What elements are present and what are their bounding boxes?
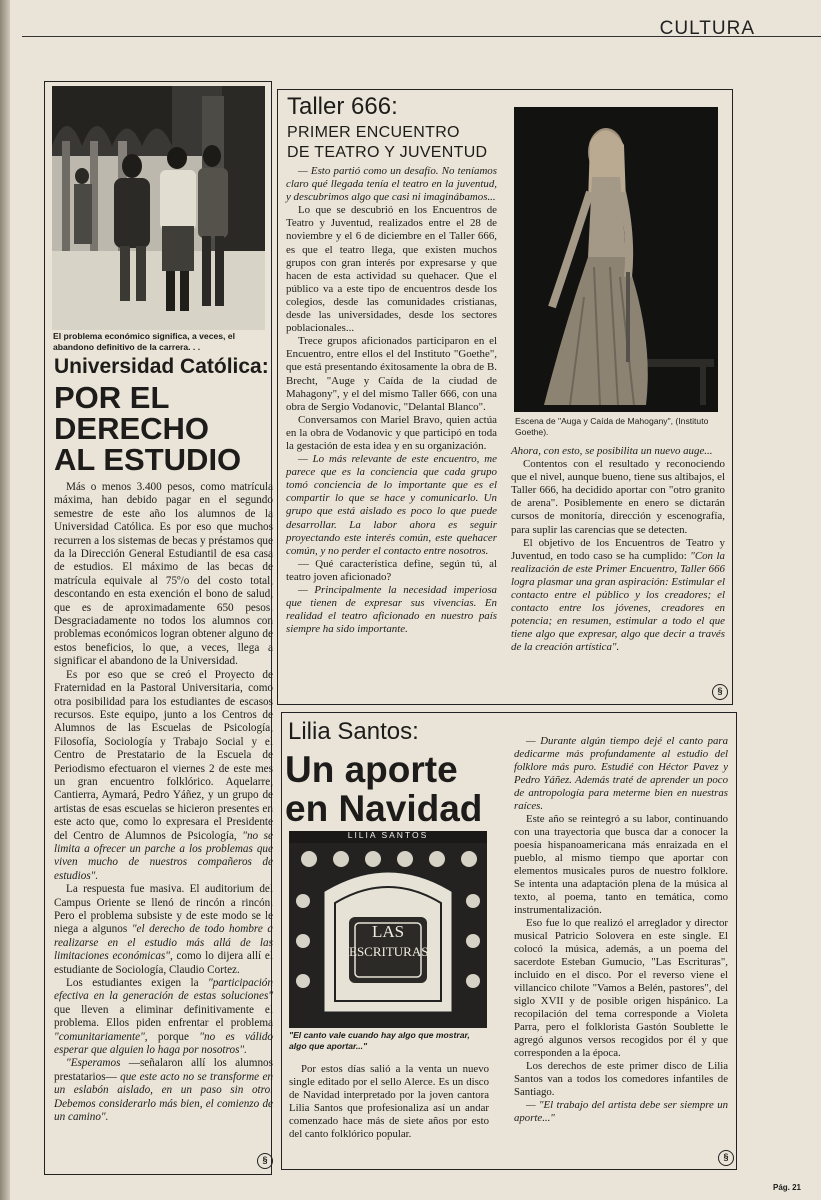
quote-span: "no es válido esperar que alguien lo haga por nosotros".: [54, 1030, 274, 1057]
paragraph: Los derechos de este primer disco de Lilia Santos van a todos los comedores infantiles de Santiago.: [514, 1060, 728, 1098]
quote-paragraph: — Esto partió como un desafío. No teníamos claro qué llegada tenía el teatro en la juventud, y descubrimos algo que casi ni imaginábamos...: [286, 165, 497, 204]
article-title-lilia-2: en Navidad: [285, 788, 483, 829]
paragraph: Más o menos 3.400 pesos, como matrícula máxima, han debido pagar en el segundo semestre de este año los alumnos de la Universidad Católica. Es por eso que muchos recurren a los sistemas de becas y préstamos que da la Dirección General Estudiantil de esa casa de estudios. El máximo de las becas de matrícula equivale al 75º/o del costo total, descontando en esta exención el bono de salud, que es de aproximadamente 650 pesos. Desgraciadamente no todos los alumnos con problemas económicos logran obtener alguno de estos beneficios, lo que, a veces, llega a significar el abandono de la Universidad.: [54, 481, 273, 668]
quote-paragraph: Ahora, con esto, se posibilita un nuevo auge...: [511, 445, 713, 457]
album-cover-title-1: LAS: [371, 922, 405, 941]
paragraph: Eso fue lo que realizó el arreglador y director musical Patricio Solovera en este single. El colocó la música, además, a un poema del sacerdote Esteban Gumucio, "Las Escrituras", incluido en el disco. Por el reverso viene el villancico chilote "Vamos a Belén, pastores", del siglo XVII y de posible origen hispánico. La recopilación del tema corresponde a Violeta Parra, pero el folklorista Gastón Soublette le agregó algunos versos recogidos por él y que corresponden a la época.: [514, 917, 728, 1059]
quote-paragraph: — Lo más relevante de este encuentro, me parece que es la conciencia que cada grupo tomó conciencia de lo importante que es el compartir lo que se hace y comunicarlo. Un grupo que está aislado es poco lo que puede desarrollar. La labor ahora es seguir proyectando este interés común, este quehacer común, y no perder el contacto entre nosotros.: [286, 453, 497, 557]
quote-span: que este acto no se transforme en un eslabón aislado, en un paso sin otro. Debemos considerarlo más bien, el comienzo de un camino".: [54, 1070, 273, 1124]
quote-span: "participación efectiva en la generación de estas soluciones": [54, 977, 273, 1003]
album-cover-artist: LILIA SANTOS: [347, 830, 429, 840]
paragraph: Contentos con el resultado y reconociendo que el nivel, aunque bueno, tiene sus altibajos, el Taller 666, ha decidido aportar con "otro granito de arena". Posiblemente en enero se dictarán cursos de monitoría, dirección y escenografía, para suplir las carencias que se detecten.: [511, 458, 725, 536]
text-span: El objetivo de los Encuentros de Teatro y Juventud, en todo caso se ha cumplido:: [511, 536, 725, 562]
paragraph: Conversamos con Mariel Bravo, quien actúa en la obra de Vodanovic y que participó en toda la gestación de esta idea y en su organización.: [286, 413, 497, 452]
quote-paragraph: — Principalmente la necesidad imperiosa que tienen de expresar sus vivencias. En realidad el teatro aficionado en nuestro país siempre ha sido importante.: [286, 584, 497, 636]
quote-span: "Esperamos: [66, 1057, 121, 1070]
album-cover-title-2: ESCRITURAS: [349, 944, 429, 959]
article-title-line-1: POR EL: [54, 380, 170, 415]
end-mark-icon: §: [718, 1150, 734, 1166]
article-title-lilia-1: Un aporte: [285, 749, 458, 790]
text-span: que lleven a eliminar definitivamente el problema. Ellos piden enfrentar el problema: [54, 1003, 273, 1030]
paragraph: Por estos días salió a la venta un nuevo single editado por el sello Alerce. Es un disco de Navidad interpretado por la joven cantora Lilia Santos que profesionaliza así un andar comenzado hace más de siete años por esto del canto folklórico popular.: [289, 1063, 489, 1140]
article-subtitle-taller-1: PRIMER ENCUENTRO: [287, 124, 460, 141]
paragraph: — Qué característica define, según tú, al teatro joven aficionado?: [286, 557, 497, 583]
article-kicker-universidad: Universidad Católica:: [54, 355, 269, 378]
article-title-line-3: AL ESTUDIO: [54, 442, 242, 477]
page-spine-shadow: [0, 0, 10, 1200]
album-cover-caption: "El canto vale cuando hay algo que mostrar, algo que aportar...": [289, 1030, 470, 1051]
quote-paragraph: — "El trabajo del artista debe ser siempre un aporte...": [514, 1099, 728, 1124]
students-photo: [52, 86, 265, 330]
article-body-taller-col1: [286, 165, 497, 636]
theater-photo-caption: Escena de "Auga y Caída de Mahogany", (Instituto Goethe).: [515, 416, 709, 437]
quote-span: "comunitariamente",: [54, 1030, 148, 1043]
article-subtitle-taller-2: DE TEATRO Y JUVENTUD: [287, 144, 488, 161]
text-span: La respuesta fue masiva. El auditorium del Campus Oriente se llenó de rincón a rincón. Pero el problema subsiste y de este modo se le niega a algunos: [54, 883, 273, 936]
theater-photo: [514, 107, 718, 412]
section-title: CULTURA: [659, 18, 755, 39]
text-span: Los estudiantes exigen la: [66, 977, 199, 990]
paragraph: Lo que se descubrió en los Encuentros de Teatro y Juventud, realizados entre el 28 de noviembre y el 6 de diciembre en el Taller 666, es que el teatro llega, que existen muchos grupos con gran interés por expresarse y que hacen de esta actividad su quehacer. Que el público va a este tipo de encuentros desde los colegios, desde las comunidades cristianas, desde las universidades, desde los sectores poblacionales...: [286, 204, 497, 335]
article-kicker-lilia: Lilia Santos:: [288, 718, 419, 745]
article-title-line-2: DERECHO: [54, 411, 210, 446]
quote-span: "el derecho de todo hombre a realizarse en el estudio más allá de las limitaciones económicas",: [54, 923, 274, 963]
quote-span: "Con la realización de este Primer Encuentro, Taller 666 logra plasmar una gran aspiración: Estimular el contacto entre el público y los creadores; el contacto entre los jóvenes, creadores en potencia; en resumen, estimular a todo el que tiene algo que expresar, algo que decir a través de la creación artística".: [511, 549, 725, 654]
paragraph: [54, 977, 273, 1057]
paragraph: Este año se reintegró a su labor, continuando con una trayectoria que busca dar a conocer la poesía hispanoamericana más enraizada en el pueblo, al mismo tiempo que aportar con elementos musicales puros de nuestro folklore. Se intenta una adaptación plena de la música al texto, al poema, tanto en temática, como instrumentalización.: [514, 813, 728, 916]
paragraph: [54, 1057, 273, 1124]
text-span: Es por eso que se creó el Proyecto de Fraternidad en la Pastoral Universitaria, como otra posibilidad para los estudiantes de escasos recursos. Este equipo, junto a los Centros de Alumnos de las Escuelas de Psicología, Filosofía, Sociología y Trabajo Social y el Centro de Prestatario de la Escuela de Periodismo efectuaron el viernes 2 de este mes un gran encuentro folklórico. Aquelarre, Cantierra, Aymará, Pedro Yáñez, y un grupo de artistas de esas escuelas se hicieron presentes en este acto que, como lo expresara el Presidente del Centro de Alumnos de Psicología,: [54, 668, 273, 842]
article-body-taller-col2: [511, 445, 725, 655]
quote-span: "no se limita a ofrecer un parche a los problemas que viven mucho de nuestros compañeros de estudios".: [54, 829, 273, 882]
paragraph: [54, 883, 273, 977]
text-span: —señalaron allí los alumnos prestatarios—: [54, 1057, 274, 1083]
end-mark-icon: §: [257, 1153, 273, 1169]
paragraph: Trece grupos aficionados participaron en el Encuentro, entre ellos el del Instituto "Goethe", que está presentando éxitosamente la obra de B. Brecht, "Auge y Caída de la ciudad de Mahagony", y el del mismo Taller 666, con una obra de Sergio Vodanovic, "Delantal Blanco".: [286, 335, 497, 413]
paragraph: [511, 537, 725, 655]
text-span: porque: [157, 1030, 189, 1043]
page-number: Pág. 21: [772, 1183, 801, 1192]
students-photo-caption: El problema económico significa, a veces, el abandono definitivo de la carrera. . .: [53, 331, 235, 352]
article-body-lilia-col1: [289, 1063, 489, 1141]
article-title-taller: Taller 666:: [287, 93, 398, 120]
paragraph: [54, 669, 273, 884]
article-body-lilia-col2: [514, 735, 728, 1125]
article-body-universidad: [54, 481, 273, 1125]
text-span: como lo dijera allí el estudiante de Sociología, Claudio Cortez.: [54, 950, 274, 976]
end-mark-icon: §: [712, 684, 728, 700]
quote-paragraph: — Durante algún tiempo dejé el canto para dedicarme más profundamente al estudio del folklore más puro. Estudié con Héctor Pavez y Pedro Yáñez. Además traté de aprender un poco de antropología para meterme bien en nuestras raíces.: [514, 735, 728, 812]
